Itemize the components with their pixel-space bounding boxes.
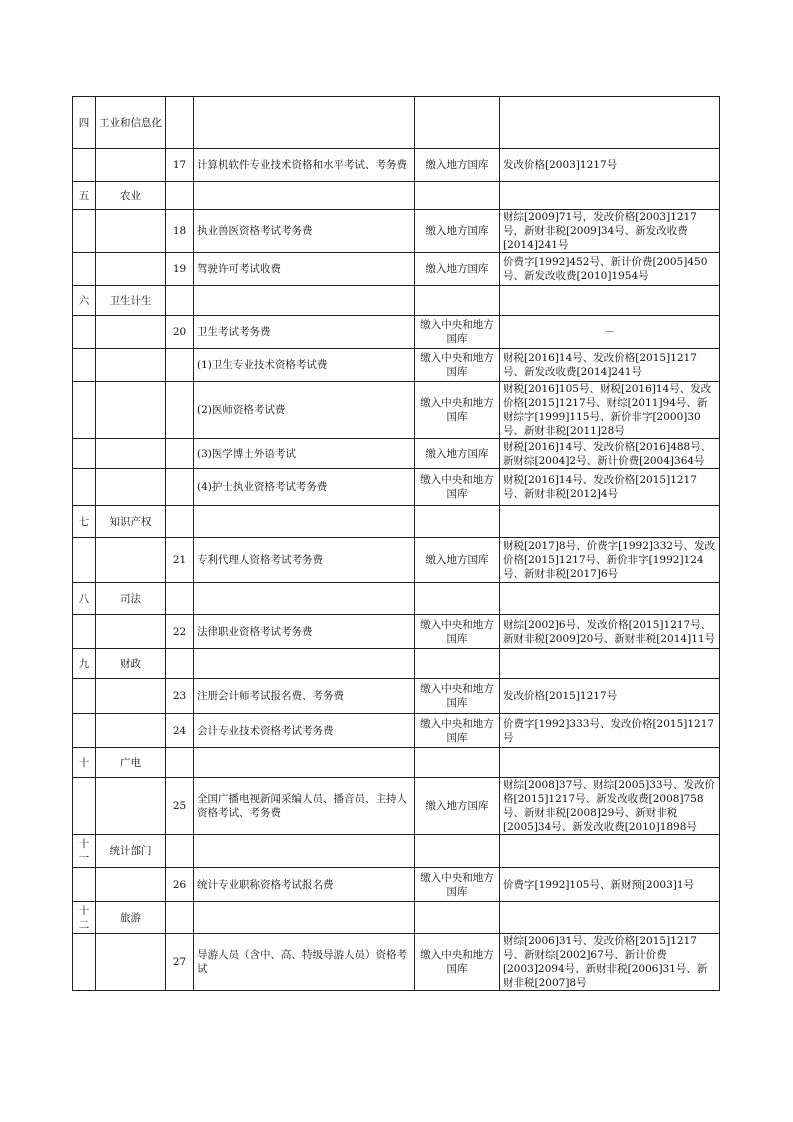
- treasury-destination: 缴入地方国库: [415, 253, 500, 286]
- treasury-destination: 缴入地方国库: [415, 538, 500, 583]
- fee-item-name: 驾驶许可考试收费: [194, 253, 415, 286]
- policy-basis: 价费字[1992]333号、发改价格[2015]1217号: [500, 714, 720, 748]
- empty-cell: [96, 615, 166, 649]
- category-row: [73, 835, 720, 868]
- item-number: 27: [166, 934, 194, 991]
- empty-cell: [500, 649, 720, 679]
- treasury-destination: 缴入中央和地方国库: [415, 714, 500, 748]
- empty-cell: [96, 439, 166, 469]
- empty-cell: [73, 316, 96, 349]
- policy-basis: 价费字[1992]105号、新财预[2003]1号: [500, 868, 720, 902]
- empty-cell: [415, 902, 500, 934]
- empty-cell: [166, 506, 194, 538]
- category-row: [73, 182, 720, 210]
- department-name: 司法: [96, 583, 166, 615]
- empty-cell: [500, 902, 720, 934]
- empty-cell: [96, 868, 166, 902]
- item-number: [166, 439, 194, 469]
- item-number: 21: [166, 538, 194, 583]
- empty-cell: [166, 286, 194, 316]
- empty-cell: [166, 182, 194, 210]
- empty-cell: [73, 538, 96, 583]
- empty-cell: [96, 210, 166, 253]
- fee-item-name: 会计专业技术资格考试考务费: [194, 714, 415, 748]
- item-number: 18: [166, 210, 194, 253]
- empty-cell: [415, 748, 500, 778]
- category-row: [73, 902, 720, 934]
- sub-item-row: [73, 439, 720, 469]
- empty-cell: [73, 778, 96, 835]
- empty-cell: [166, 97, 194, 149]
- empty-cell: [96, 316, 166, 349]
- treasury-destination: 缴入中央和地方国库: [415, 679, 500, 714]
- empty-cell: [96, 149, 166, 182]
- item-number: [166, 349, 194, 382]
- category-number: 九: [73, 649, 96, 679]
- fee-item-name: 统计专业职称资格考试报名费: [194, 868, 415, 902]
- empty-cell: [194, 835, 415, 868]
- empty-cell: [73, 210, 96, 253]
- item-number: [166, 469, 194, 506]
- item-number: 24: [166, 714, 194, 748]
- category-number: 六: [73, 286, 96, 316]
- item-row: [73, 149, 720, 182]
- empty-cell: [415, 649, 500, 679]
- empty-cell: [194, 649, 415, 679]
- empty-cell: [194, 902, 415, 934]
- treasury-destination: 缴入中央和地方国库: [415, 469, 500, 506]
- policy-basis: 财税[2017]8号、价费字[1992]332号、发改价格[2015]1217号、新价非字[1992]124号、新财非税[2017]6号: [500, 538, 720, 583]
- empty-cell: [500, 748, 720, 778]
- treasury-destination: 缴入中央和地方国库: [415, 934, 500, 991]
- category-row: [73, 583, 720, 615]
- empty-cell: [73, 382, 96, 439]
- category-number: 十: [73, 748, 96, 778]
- category-row: [73, 286, 720, 316]
- empty-cell: [166, 649, 194, 679]
- empty-cell: [96, 778, 166, 835]
- department-name: 农业: [96, 182, 166, 210]
- empty-cell: [73, 349, 96, 382]
- empty-cell: [415, 583, 500, 615]
- item-row: [73, 934, 720, 991]
- category-number: 八: [73, 583, 96, 615]
- sub-item-row: [73, 382, 720, 439]
- empty-cell: [415, 835, 500, 868]
- sub-item-row: [73, 349, 720, 382]
- item-number: 22: [166, 615, 194, 649]
- fee-item-name: 法律职业资格考试考务费: [194, 615, 415, 649]
- department-name: 工业和信息化: [96, 97, 166, 149]
- item-number: 25: [166, 778, 194, 835]
- empty-cell: [166, 748, 194, 778]
- empty-cell: [500, 182, 720, 210]
- item-number: 19: [166, 253, 194, 286]
- fee-item-name: 专利代理人资格考试考务费: [194, 538, 415, 583]
- policy-basis: 发改价格[2003]1217号: [500, 149, 720, 182]
- sub-item-row: [73, 469, 720, 506]
- empty-cell: [96, 714, 166, 748]
- policy-basis: 财综[2002]6号、发改价格[2015]1217号、新财非税[2009]20号、新财非税[2014]11号: [500, 615, 720, 649]
- item-number: 17: [166, 149, 194, 182]
- empty-cell: [73, 149, 96, 182]
- empty-cell: [415, 182, 500, 210]
- empty-cell: [73, 469, 96, 506]
- empty-cell: [194, 97, 415, 149]
- item-row: [73, 615, 720, 649]
- empty-cell: [73, 714, 96, 748]
- department-name: 广电: [96, 748, 166, 778]
- empty-cell: [500, 97, 720, 149]
- fee-item-name: 卫生考试考务费: [194, 316, 415, 349]
- item-number: 20: [166, 316, 194, 349]
- treasury-destination: 缴入中央和地方国库: [415, 615, 500, 649]
- department-name: 统计部门: [96, 835, 166, 868]
- treasury-destination: 缴入中央和地方国库: [415, 382, 500, 439]
- policy-basis: 财综[2006]31号、发改价格[2015]1217号、新财综[2002]67号、新计价费[2003]2094号、新财非税[2006]31号、新财非税[2007]8号: [500, 934, 720, 991]
- treasury-destination: 缴入中央和地方国库: [415, 868, 500, 902]
- fee-item-name: 全国广播电视新闻采编人员、播音员、主持人资格考试、考务费: [194, 778, 415, 835]
- policy-basis: 价费字[1992]452号、新计价费[2005]450号、新发改收费[2010]1954号: [500, 253, 720, 286]
- empty-cell: [96, 469, 166, 506]
- treasury-destination: 缴入地方国库: [415, 149, 500, 182]
- empty-cell: [194, 748, 415, 778]
- policy-basis: 财综[2009]71号，发改价格[2003]1217号，新财非税[2009]34号、新发改收费[2014]241号: [500, 210, 720, 253]
- item-row: [73, 210, 720, 253]
- empty-cell: [96, 253, 166, 286]
- item-row: [73, 316, 720, 349]
- empty-cell: [96, 538, 166, 583]
- category-row: [73, 97, 720, 149]
- empty-cell: [194, 286, 415, 316]
- empty-cell: [73, 253, 96, 286]
- department-name: 知识产权: [96, 506, 166, 538]
- fee-item-name: (3)医学博士外语考试: [194, 439, 415, 469]
- item-number: [166, 382, 194, 439]
- department-name: 卫生计生: [96, 286, 166, 316]
- item-row: [73, 253, 720, 286]
- item-row: [73, 868, 720, 902]
- policy-basis: 财税[2016]14号、发改价格[2016]488号、新财综[2004]2号、新计价费[2004]364号: [500, 439, 720, 469]
- category-number: 五: [73, 182, 96, 210]
- category-number: 十二: [73, 902, 96, 934]
- category-row: [73, 748, 720, 778]
- fee-item-name: (1)卫生专业技术资格考试费: [194, 349, 415, 382]
- empty-cell: [73, 615, 96, 649]
- empty-cell: [73, 868, 96, 902]
- empty-cell: [500, 835, 720, 868]
- empty-cell: [73, 934, 96, 991]
- empty-cell: [166, 902, 194, 934]
- item-number: 26: [166, 868, 194, 902]
- empty-cell: [166, 835, 194, 868]
- empty-cell: [73, 439, 96, 469]
- fee-item-name: 注册会计师考试报名费、考务费: [194, 679, 415, 714]
- policy-basis: 发改价格[2015]1217号: [500, 679, 720, 714]
- item-row: [73, 778, 720, 835]
- treasury-destination: 缴入地方国库: [415, 778, 500, 835]
- empty-cell: [415, 286, 500, 316]
- empty-cell: [415, 97, 500, 149]
- empty-cell: [96, 934, 166, 991]
- department-name: 财政: [96, 649, 166, 679]
- empty-cell: [500, 583, 720, 615]
- empty-cell: [415, 506, 500, 538]
- empty-cell: [500, 286, 720, 316]
- treasury-destination: 缴入地方国库: [415, 210, 500, 253]
- empty-cell: [500, 506, 720, 538]
- category-number: 七: [73, 506, 96, 538]
- item-row: [73, 714, 720, 748]
- empty-cell: [194, 583, 415, 615]
- category-row: [73, 649, 720, 679]
- treasury-destination: 缴入中央和地方国库: [415, 316, 500, 349]
- empty-cell: [96, 382, 166, 439]
- policy-basis: －: [500, 316, 720, 349]
- empty-cell: [96, 349, 166, 382]
- fee-item-name: (2)医师资格考试费: [194, 382, 415, 439]
- empty-cell: [166, 583, 194, 615]
- fee-item-name: (4)护士执业资格考试考务费: [194, 469, 415, 506]
- empty-cell: [194, 506, 415, 538]
- category-number: 四: [73, 97, 96, 149]
- empty-cell: [73, 679, 96, 714]
- category-row: [73, 506, 720, 538]
- policy-basis: 财税[2016]105号、财税[2016]14号、发改价格[2015]1217号、财综[2011]94号、新财综字[1999]115号、新价非字[2000]30号、新财非税[2011]28号: [500, 382, 720, 439]
- item-number: 23: [166, 679, 194, 714]
- policy-basis: 财综[2008]37号、财综[2005]33号、发改价格[2015]1217号、新发改收费[2008]758号、新财非税[2008]29号、新财非税[2005]34号、新发改收费[2010]1898号: [500, 778, 720, 835]
- fee-item-name: 计算机软件专业技术资格和水平考试、考务费: [194, 149, 415, 182]
- department-name: 旅游: [96, 902, 166, 934]
- policy-basis: 财税[2016]14号、发改价格[2015]1217号、新财非税[2012]4号: [500, 469, 720, 506]
- fee-item-name: 执业兽医资格考试考务费: [194, 210, 415, 253]
- empty-cell: [96, 679, 166, 714]
- treasury-destination: 缴入中央和地方国库: [415, 349, 500, 382]
- empty-cell: [194, 182, 415, 210]
- policy-basis: 财税[2016]14号、发改价格[2015]1217号、新发改收费[2014]241号: [500, 349, 720, 382]
- item-row: [73, 679, 720, 714]
- item-row: [73, 538, 720, 583]
- category-number: 十一: [73, 835, 96, 868]
- treasury-destination: 缴入地方国库: [415, 439, 500, 469]
- fee-item-name: 导游人员（含中、高、特级导游人员）资格考试: [194, 934, 415, 991]
- fee-table: [72, 96, 720, 991]
